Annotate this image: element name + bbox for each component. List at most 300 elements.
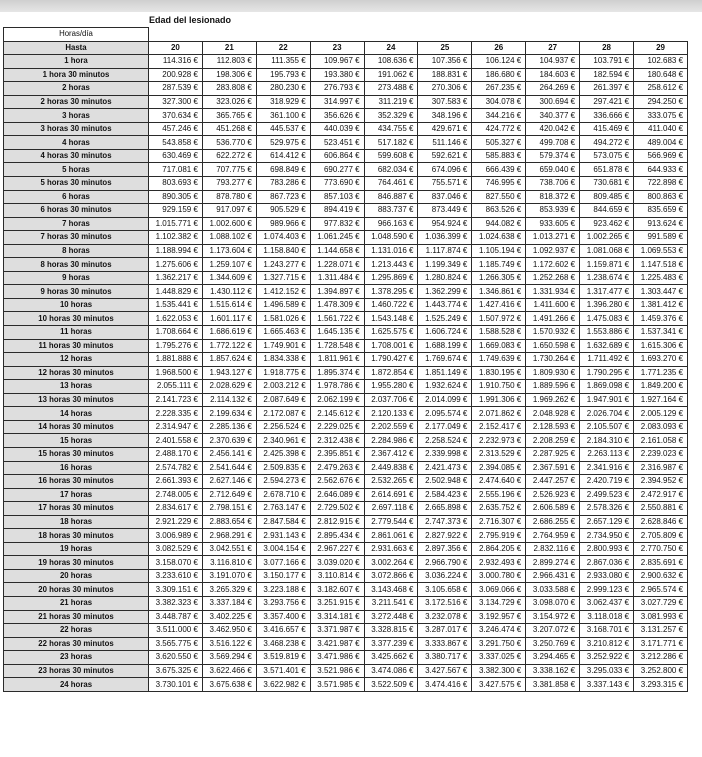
row-label: 19 horas <box>4 542 149 556</box>
amount-cell: 3.168.701 € <box>580 624 634 638</box>
amount-cell: 2.141.723 € <box>149 393 203 407</box>
amount-cell: 809.485 € <box>580 190 634 204</box>
amount-cell: 314.997 € <box>310 95 364 109</box>
amount-cell: 3.675.325 € <box>149 664 203 678</box>
row-label: 3 horas <box>4 109 149 123</box>
amount-cell: 1.024.638 € <box>472 231 526 245</box>
amount-cell: 730.681 € <box>580 177 634 191</box>
amount-cell: 1.910.750 € <box>472 380 526 394</box>
amount-cell: 1.969.262 € <box>526 393 580 407</box>
amount-cell: 1.394.897 € <box>310 285 364 299</box>
table-row <box>4 95 688 109</box>
amount-cell: 1.443.774 € <box>418 298 472 312</box>
table-row <box>4 529 688 543</box>
row-label: 9 horas <box>4 271 149 285</box>
amount-cell: 1.711.492 € <box>580 353 634 367</box>
amount-cell: 3.069.066 € <box>472 583 526 597</box>
table-row <box>4 258 688 272</box>
row-label: 4 horas 30 minutos <box>4 149 149 163</box>
amount-cell: 666.439 € <box>472 163 526 177</box>
amount-cell: 1.553.886 € <box>580 326 634 340</box>
row-label: 22 horas <box>4 624 149 638</box>
amount-cell: 2.287.925 € <box>526 447 580 461</box>
amount-cell: 543.858 € <box>149 136 203 150</box>
amount-cell: 1.601.117 € <box>202 312 256 326</box>
amount-cell: 1.857.624 € <box>202 353 256 367</box>
amount-cell: 1.144.658 € <box>310 244 364 258</box>
amount-cell: 905.529 € <box>256 204 310 218</box>
row-label: 13 horas <box>4 380 149 394</box>
row-label: 18 horas <box>4 515 149 529</box>
row-label: 13 horas 30 minutos <box>4 393 149 407</box>
amount-cell: 3.522.509 € <box>364 678 418 692</box>
amount-cell: 846.887 € <box>364 190 418 204</box>
compensation-table <box>3 27 688 692</box>
amount-cell: 2.340.961 € <box>256 434 310 448</box>
amount-cell: 529.975 € <box>256 136 310 150</box>
age-column-header: 25 <box>418 41 472 55</box>
row-label: 10 horas 30 minutos <box>4 312 149 326</box>
amount-cell: 3.000.780 € <box>472 569 526 583</box>
amount-cell: 3.620.550 € <box>149 651 203 665</box>
amount-cell: 1.650.598 € <box>526 339 580 353</box>
amount-cell: 1.932.624 € <box>418 380 472 394</box>
amount-cell: 2.479.263 € <box>310 461 364 475</box>
amount-cell: 1.507.972 € <box>472 312 526 326</box>
amount-cell: 2.232.973 € <box>472 434 526 448</box>
amount-cell: 1.615.306 € <box>634 339 688 353</box>
amount-cell: 3.371.987 € <box>310 624 364 638</box>
amount-cell: 2.834.617 € <box>149 502 203 516</box>
amount-cell: 835.659 € <box>634 204 688 218</box>
amount-cell: 837.046 € <box>418 190 472 204</box>
row-label: 3 horas 30 minutos <box>4 122 149 136</box>
age-column-header: 26 <box>472 41 526 55</box>
row-label: 5 horas 30 minutos <box>4 177 149 191</box>
amount-cell: 451.268 € <box>202 122 256 136</box>
amount-cell: 2.763.147 € <box>256 502 310 516</box>
amount-cell: 1.213.443 € <box>364 258 418 272</box>
amount-cell: 1.872.854 € <box>364 366 418 380</box>
amount-cell: 1.795.276 € <box>149 339 203 353</box>
amount-cell: 440.039 € <box>310 122 364 136</box>
amount-cell: 1.430.112 € <box>202 285 256 299</box>
amount-cell: 3.252.800 € <box>634 664 688 678</box>
amount-cell: 1.790.295 € <box>580 366 634 380</box>
amount-cell: 682.034 € <box>364 163 418 177</box>
amount-cell: 2.314.947 € <box>149 420 203 434</box>
table-row <box>4 583 688 597</box>
amount-cell: 573.075 € <box>580 149 634 163</box>
row-label: 12 horas <box>4 353 149 367</box>
amount-cell: 1.955.280 € <box>364 380 418 394</box>
amount-cell: 1.252.268 € <box>526 271 580 285</box>
amount-cell: 1.013.271 € <box>526 231 580 245</box>
table-row <box>4 596 688 610</box>
amount-cell: 3.511.000 € <box>149 624 203 638</box>
age-column-header: 22 <box>256 41 310 55</box>
amount-cell: 3.004.154 € <box>256 542 310 556</box>
amount-cell: 2.933.080 € <box>580 569 634 583</box>
amount-cell: 2.578.326 € <box>580 502 634 516</box>
amount-cell: 3.211.541 € <box>364 596 418 610</box>
amount-cell: 1.686.619 € <box>202 326 256 340</box>
amount-cell: 2.861.061 € <box>364 529 418 543</box>
amount-cell: 1.259.107 € <box>202 258 256 272</box>
amount-cell: 2.931.143 € <box>256 529 310 543</box>
amount-cell: 1.381.412 € <box>634 298 688 312</box>
amount-cell: 2.502.948 € <box>418 475 472 489</box>
amount-cell: 566.969 € <box>634 149 688 163</box>
amount-cell: 1.790.427 € <box>364 353 418 367</box>
table-row <box>4 678 688 692</box>
amount-cell: 3.474.416 € <box>418 678 472 692</box>
amount-cell: 1.225.483 € <box>634 271 688 285</box>
amount-cell: 114.316 € <box>149 55 203 69</box>
amount-cell: 489.004 € <box>634 136 688 150</box>
amount-cell: 2.966.790 € <box>418 556 472 570</box>
amount-cell: 1.243.277 € <box>256 258 310 272</box>
amount-cell: 1.238.674 € <box>580 271 634 285</box>
amount-cell: 198.306 € <box>202 68 256 82</box>
amount-cell: 1.228.071 € <box>310 258 364 272</box>
amount-cell: 3.377.239 € <box>364 637 418 651</box>
amount-cell: 112.803 € <box>202 55 256 69</box>
amount-cell: 2.071.862 € <box>472 407 526 421</box>
amount-cell: 1.061.245 € <box>310 231 364 245</box>
amount-cell: 3.571.401 € <box>256 664 310 678</box>
table-row <box>4 177 688 191</box>
table-row <box>4 624 688 638</box>
amount-cell: 1.158.840 € <box>256 244 310 258</box>
row-label: 9 horas 30 minutos <box>4 285 149 299</box>
table-row <box>4 353 688 367</box>
amount-cell: 991.589 € <box>634 231 688 245</box>
amount-cell: 2.594.273 € <box>256 475 310 489</box>
row-label: 5 horas <box>4 163 149 177</box>
amount-cell: 3.081.993 € <box>634 610 688 624</box>
amount-cell: 1.015.771 € <box>149 217 203 231</box>
amount-cell: 2.897.356 € <box>418 542 472 556</box>
amount-cell: 827.550 € <box>472 190 526 204</box>
amount-cell: 894.419 € <box>310 204 364 218</box>
amount-cell: 273.488 € <box>364 82 418 96</box>
amount-cell: 3.448.787 € <box>149 610 203 624</box>
amount-cell: 287.539 € <box>149 82 203 96</box>
amount-cell: 1.811.961 € <box>310 353 364 367</box>
amount-cell: 1.968.500 € <box>149 366 203 380</box>
amount-cell: 3.210.812 € <box>580 637 634 651</box>
amount-cell: 429.671 € <box>418 122 472 136</box>
amount-cell: 323.026 € <box>202 95 256 109</box>
table-row <box>4 82 688 96</box>
row-label: 16 horas <box>4 461 149 475</box>
amount-cell: 1.881.888 € <box>149 353 203 367</box>
amount-cell: 3.143.468 € <box>364 583 418 597</box>
amount-cell: 304.078 € <box>472 95 526 109</box>
amount-cell: 2.574.782 € <box>149 461 203 475</box>
table-row <box>4 339 688 353</box>
amount-cell: 674.096 € <box>418 163 472 177</box>
amount-cell: 1.105.194 € <box>472 244 526 258</box>
header-row-ages <box>4 41 688 55</box>
amount-cell: 783.286 € <box>256 177 310 191</box>
amount-cell: 1.834.338 € <box>256 353 310 367</box>
amount-cell: 1.632.689 € <box>580 339 634 353</box>
row-label: 14 horas 30 minutos <box>4 420 149 434</box>
amount-cell: 2.114.132 € <box>202 393 256 407</box>
amount-cell: 2.026.704 € <box>580 407 634 421</box>
amount-cell: 3.039.020 € <box>310 556 364 570</box>
amount-cell: 3.232.078 € <box>418 610 472 624</box>
amount-cell: 2.657.129 € <box>580 515 634 529</box>
amount-cell: 1.708.664 € <box>149 326 203 340</box>
amount-cell: 2.665.898 € <box>418 502 472 516</box>
amount-cell: 2.686.255 € <box>526 515 580 529</box>
amount-cell: 883.737 € <box>364 204 418 218</box>
amount-cell: 258.612 € <box>634 82 688 96</box>
table-row <box>4 312 688 326</box>
amount-cell: 1.036.399 € <box>418 231 472 245</box>
amount-cell: 536.770 € <box>202 136 256 150</box>
amount-cell: 3.223.188 € <box>256 583 310 597</box>
amount-cell: 1.266.305 € <box>472 271 526 285</box>
amount-cell: 3.002.264 € <box>364 556 418 570</box>
amount-cell: 264.269 € <box>526 82 580 96</box>
amount-cell: 2.456.141 € <box>202 447 256 461</box>
amount-cell: 3.381.858 € <box>526 678 580 692</box>
amount-cell: 1.496.589 € <box>256 298 310 312</box>
amount-cell: 690.277 € <box>310 163 364 177</box>
amount-cell: 2.716.307 € <box>472 515 526 529</box>
amount-cell: 188.831 € <box>418 68 472 82</box>
amount-cell: 1.002.265 € <box>580 231 634 245</box>
row-label: 23 horas <box>4 651 149 665</box>
amount-cell: 333.075 € <box>634 109 688 123</box>
table-row <box>4 109 688 123</box>
amount-cell: 267.235 € <box>472 82 526 96</box>
amount-cell: 499.708 € <box>526 136 580 150</box>
header-row-top <box>4 28 688 42</box>
amount-cell: 1.478.309 € <box>310 298 364 312</box>
amount-cell: 1.412.152 € <box>256 285 310 299</box>
amount-cell: 3.309.151 € <box>149 583 203 597</box>
amount-cell: 1.317.477 € <box>580 285 634 299</box>
amount-cell: 280.230 € <box>256 82 310 96</box>
row-label: 1 hora 30 minutos <box>4 68 149 82</box>
amount-cell: 109.967 € <box>310 55 364 69</box>
amount-cell: 3.042.551 € <box>202 542 256 556</box>
amount-cell: 2.614.691 € <box>364 488 418 502</box>
row-label: 24 horas <box>4 678 149 692</box>
row-label: 15 horas 30 minutos <box>4 447 149 461</box>
row-label: 2 horas <box>4 82 149 96</box>
amount-cell: 2.228.335 € <box>149 407 203 421</box>
amount-cell: 1.427.416 € <box>472 298 526 312</box>
amount-cell: 2.729.502 € <box>310 502 364 516</box>
amount-cell: 890.305 € <box>149 190 203 204</box>
amount-cell: 2.421.473 € <box>418 461 472 475</box>
amount-cell: 365.765 € <box>202 109 256 123</box>
amount-cell: 434.755 € <box>364 122 418 136</box>
amount-cell: 2.764.959 € <box>526 529 580 543</box>
amount-cell: 773.690 € <box>310 177 364 191</box>
amount-cell: 180.648 € <box>634 68 688 82</box>
amount-cell: 1.561.722 € <box>310 312 364 326</box>
header-label-top: Horas/día <box>4 28 149 42</box>
amount-cell: 717.081 € <box>149 163 203 177</box>
amount-cell: 2.202.559 € <box>364 420 418 434</box>
amount-cell: 917.097 € <box>202 204 256 218</box>
table-row <box>4 420 688 434</box>
top-band <box>0 0 702 12</box>
amount-cell: 2.747.373 € <box>418 515 472 529</box>
amount-cell: 2.867.036 € <box>580 556 634 570</box>
age-column-header: 24 <box>364 41 418 55</box>
amount-cell: 1.362.299 € <box>418 285 472 299</box>
amount-cell: 3.077.166 € <box>256 556 310 570</box>
amount-cell: 707.775 € <box>202 163 256 177</box>
age-column-header: 21 <box>202 41 256 55</box>
amount-cell: 3.134.729 € <box>472 596 526 610</box>
amount-cell: 1.280.824 € <box>418 271 472 285</box>
amount-cell: 3.212.286 € <box>634 651 688 665</box>
amount-cell: 3.516.122 € <box>202 637 256 651</box>
amount-cell: 933.605 € <box>526 217 580 231</box>
amount-cell: 2.208.259 € <box>526 434 580 448</box>
amount-cell: 1.728.548 € <box>310 339 364 353</box>
amount-cell: 411.040 € <box>634 122 688 136</box>
amount-cell: 2.367.412 € <box>364 447 418 461</box>
amount-cell: 1.943.127 € <box>202 366 256 380</box>
amount-cell: 3.333.867 € <box>418 637 472 651</box>
amount-cell: 2.120.133 € <box>364 407 418 421</box>
table-row <box>4 407 688 421</box>
amount-cell: 863.526 € <box>472 204 526 218</box>
amount-cell: 1.172.602 € <box>526 258 580 272</box>
amount-cell: 3.337.184 € <box>202 596 256 610</box>
age-column-header: 23 <box>310 41 364 55</box>
amount-cell: 2.499.523 € <box>580 488 634 502</box>
amount-cell: 1.645.135 € <box>310 326 364 340</box>
amount-cell: 523.451 € <box>310 136 364 150</box>
amount-cell: 3.519.819 € <box>256 651 310 665</box>
amount-cell: 1.535.441 € <box>149 298 203 312</box>
amount-cell: 3.131.257 € <box>634 624 688 638</box>
amount-cell: 1.117.874 € <box>418 244 472 258</box>
amount-cell: 2.921.229 € <box>149 515 203 529</box>
amount-cell: 1.537.341 € <box>634 326 688 340</box>
amount-cell: 517.182 € <box>364 136 418 150</box>
amount-cell: 913.624 € <box>634 217 688 231</box>
amount-cell: 1.295.869 € <box>364 271 418 285</box>
amount-cell: 585.883 € <box>472 149 526 163</box>
table-row <box>4 475 688 489</box>
table-row <box>4 434 688 448</box>
amount-cell: 3.328.815 € <box>364 624 418 638</box>
row-label: 17 horas 30 minutos <box>4 502 149 516</box>
amount-cell: 2.105.507 € <box>580 420 634 434</box>
amount-cell: 2.401.558 € <box>149 434 203 448</box>
table-row <box>4 298 688 312</box>
amount-cell: 630.469 € <box>149 149 203 163</box>
amount-cell: 793.277 € <box>202 177 256 191</box>
amount-cell: 2.835.691 € <box>634 556 688 570</box>
amount-cell: 3.110.814 € <box>310 569 364 583</box>
age-column-header: 28 <box>580 41 634 55</box>
amount-cell: 1.771.235 € <box>634 366 688 380</box>
amount-cell: 1.303.447 € <box>634 285 688 299</box>
amount-cell: 3.675.638 € <box>202 678 256 692</box>
amount-cell: 3.521.986 € <box>310 664 364 678</box>
amount-cell: 2.966.431 € <box>526 569 580 583</box>
amount-cell: 966.163 € <box>364 217 418 231</box>
table-row <box>4 610 688 624</box>
table-row <box>4 569 688 583</box>
amount-cell: 944.082 € <box>472 217 526 231</box>
amount-cell: 2.734.950 € <box>580 529 634 543</box>
table-row <box>4 149 688 163</box>
row-label: 20 horas 30 minutos <box>4 583 149 597</box>
table-row <box>4 55 688 69</box>
amount-cell: 3.402.225 € <box>202 610 256 624</box>
amount-cell: 3.337.025 € <box>472 651 526 665</box>
amount-cell: 803.693 € <box>149 177 203 191</box>
row-label: 6 horas 30 minutos <box>4 204 149 218</box>
amount-cell: 424.772 € <box>472 122 526 136</box>
table-row <box>4 271 688 285</box>
amount-cell: 3.250.769 € <box>526 637 580 651</box>
amount-cell: 1.411.600 € <box>526 298 580 312</box>
amount-cell: 103.791 € <box>580 55 634 69</box>
amount-cell: 579.374 € <box>526 149 580 163</box>
table-row <box>4 204 688 218</box>
amount-cell: 294.250 € <box>634 95 688 109</box>
amount-cell: 2.678.710 € <box>256 488 310 502</box>
amount-cell: 2.646.089 € <box>310 488 364 502</box>
amount-cell: 1.581.026 € <box>256 312 310 326</box>
amount-cell: 352.329 € <box>364 109 418 123</box>
amount-cell: 1.830.195 € <box>472 366 526 380</box>
amount-cell: 1.769.674 € <box>418 353 472 367</box>
amount-cell: 2.005.129 € <box>634 407 688 421</box>
amount-cell: 2.509.835 € <box>256 461 310 475</box>
amount-cell: 3.425.662 € <box>364 651 418 665</box>
row-label: 21 horas 30 minutos <box>4 610 149 624</box>
amount-cell: 2.095.574 € <box>418 407 472 421</box>
row-label: 11 horas 30 minutos <box>4 339 149 353</box>
table-body <box>4 55 688 692</box>
amount-cell: 2.748.005 € <box>149 488 203 502</box>
amount-cell: 755.571 € <box>418 177 472 191</box>
amount-cell: 3.468.238 € <box>256 637 310 651</box>
amount-cell: 1.927.164 € <box>634 393 688 407</box>
amount-cell: 1.185.749 € <box>472 258 526 272</box>
amount-cell: 1.849.200 € <box>634 380 688 394</box>
amount-cell: 3.571.985 € <box>310 678 364 692</box>
table-row <box>4 231 688 245</box>
table-row <box>4 122 688 136</box>
amount-cell: 356.626 € <box>310 109 364 123</box>
amount-cell: 2.999.123 € <box>580 583 634 597</box>
amount-cell: 1.159.871 € <box>580 258 634 272</box>
amount-cell: 1.311.484 € <box>310 271 364 285</box>
amount-cell: 420.042 € <box>526 122 580 136</box>
amount-cell: 106.124 € <box>472 55 526 69</box>
amount-cell: 989.966 € <box>256 217 310 231</box>
amount-cell: 2.526.923 € <box>526 488 580 502</box>
amount-cell: 1.491.266 € <box>526 312 580 326</box>
